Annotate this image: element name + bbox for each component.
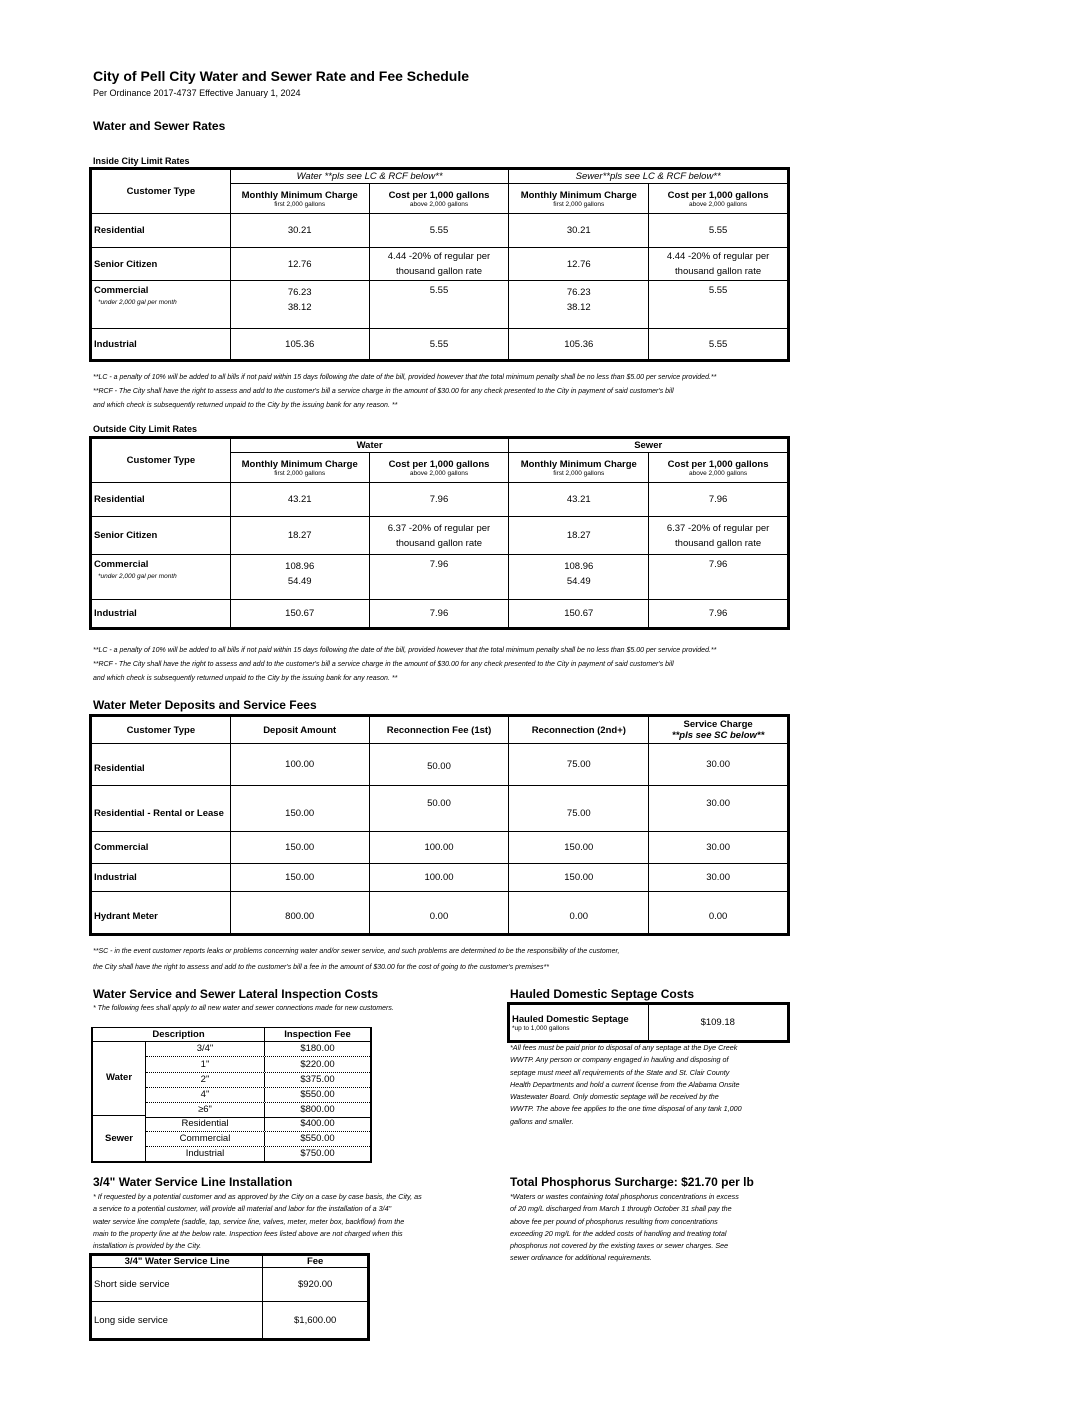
phosphorus-note: *Waters or wastes containing total phosphorus concentrations in excess of 20 mg/L discharged from March 1 through October 31 shall pay the above fee per pound of phosphorus resulting from concentrations exceeding 20 mg/L for the added costs of handling and treating total phosphorus not covered by the existing taxes or sewer charges. See sewer ordinance for additional requirements. <box>510 1192 739 1263</box>
sewer-min-header: Monthly Minimum Charge first 2,000 gallons <box>509 184 649 214</box>
phosphorus-heading: Total Phosphorus Surcharge: $21.70 per lb <box>510 1175 754 1189</box>
inspection-fee-header: Inspection Fee <box>265 1027 370 1042</box>
rcf-note: **RCF - The City shall have the right to assess and add to the customer's bill a service charge in the amount of $30.00 for any check presented to the City in payment of said customer's bill <box>93 388 674 395</box>
water-group-header: Water **pls see LC & RCF below** <box>230 170 509 184</box>
septage-label-cell: Hauled Domestic Septage *up to 1,000 gallons <box>510 1005 649 1041</box>
customer-type-header: Customer Type <box>92 170 231 214</box>
table-row: Industrial 150.67 7.96 150.67 7.96 <box>92 600 788 628</box>
service-line-header: 3/4" Water Service Line <box>92 1256 263 1268</box>
lc-note: **LC - a penalty of 10% will be added to all bills if not paid within 15 days following the date of the bill, provided however that the total minimum penalty shall be no less than $5.00 per service provided.** <box>93 647 717 654</box>
sewer-cost-header: Cost per 1,000 gallons above 2,000 gallons <box>649 453 788 483</box>
sewer-min-header: Monthly Minimum Charge first 2,000 gallons <box>509 453 649 483</box>
list-item: 2" $375.00 <box>146 1073 370 1088</box>
sewer-group-header: Sewer**pls see LC & RCF below** <box>509 170 788 184</box>
lc-note: **LC - a penalty of 10% will be added to all bills if not paid within 15 days following the date of the bill, provided however that the total minimum penalty shall be no less than $5.00 per service provided.** <box>93 374 717 381</box>
list-item: Industrial $750.00 <box>146 1147 370 1161</box>
table-row: Residential 30.21 5.55 30.21 5.55 <box>92 214 788 248</box>
table-row: Senior Citizen 12.76 4.44 -20% of regular per thousand gallon rate 12.76 4.44 -20% of regular per thousand gallon rate <box>92 248 788 281</box>
deposits-table <box>91 716 788 934</box>
outside-notes <box>93 644 716 686</box>
page-title: City of Pell City Water and Sewer Rate and Fee Schedule <box>93 68 470 84</box>
inspection-heading: Water Service and Sewer Lateral Inspection Costs <box>93 987 378 1001</box>
installation-note: * If requested by a potential customer and as approved by the City on a case by case basis, the City, as a service to a potential customer, will provide all material and labor for the installation of a 3/4" water service line complete (saddle, tap, service line, valves, meter, meter box, backflow) from the main to the property line at the below rate. Inspection fees listed above are not charged when this installation is provided by the City. <box>93 1192 422 1251</box>
list-item: Commercial $550.00 <box>146 1132 370 1147</box>
sc-note-cont: the City shall have the right to assess and add to the customer's bill a fee in the amount of $30.00 for the cost of going to the customer's premises** <box>93 964 549 971</box>
rates-heading: Water and Sewer Rates <box>93 119 226 133</box>
table-row: Industrial 105.36 5.55 105.36 5.55 <box>92 329 788 360</box>
water-group-header: Water <box>230 439 509 453</box>
deposits-heading: Water Meter Deposits and Service Fees <box>93 698 317 712</box>
table-row: Industrial 150.00 100.00 150.00 30.00 <box>92 864 788 892</box>
septage-fee: $109.18 <box>648 1005 787 1041</box>
water-cost-header: Cost per 1,000 gallons above 2,000 gallons <box>369 453 509 483</box>
table-row: Residential 100.00 50.00 75.00 30.00 <box>92 744 788 786</box>
water-group-label: Water <box>93 1041 146 1116</box>
inspection-table <box>91 1027 372 1163</box>
fee-header: Fee <box>263 1256 368 1268</box>
sewer-group-label: Sewer <box>93 1116 146 1161</box>
sewer-group-header: Sewer <box>509 439 788 453</box>
table-row: Commercial *under 2,000 gal per month 108.96 54.49 7.96 108.96 54.49 7.96 <box>92 555 788 600</box>
inspection-note: * The following fees shall apply to all new water and sewer connections made for new customers. <box>93 1005 394 1012</box>
table-row: Short side service $920.00 <box>92 1268 368 1302</box>
inside-rates-label: Inside City Limit Rates <box>93 156 190 166</box>
inside-rates-table <box>91 169 788 360</box>
water-min-header: Monthly Minimum Charge first 2,000 gallons <box>230 453 369 483</box>
table-row: Commercial *under 2,000 gal per month 76.23 38.12 5.55 76.23 38.12 5.55 <box>92 281 788 329</box>
outside-rates-label: Outside City Limit Rates <box>93 424 198 434</box>
table-row: Long side service $1,600.00 <box>92 1302 368 1339</box>
outside-rates-table <box>91 438 788 628</box>
table-row: Residential - Rental or Lease 150.00 50.00 75.00 30.00 <box>92 786 788 832</box>
septage-note: *All fees must be paid prior to disposal of any septage at the Dye Creek WWTP. Any person or company engaged in hauling and disposing of septage must meet all requirements of the State and St. Clair County Health Departments and hold a current license from the Alabama Onsite Wastewater Board. Only domestic septage will be received by the WWTP. The above fee applies to the one time disposal of any tank 1,000 gallons and smaller. <box>510 1043 742 1126</box>
water-cost-header: Cost per 1,000 gallons above 2,000 gallons <box>369 184 509 214</box>
table-row: Senior Citizen 18.27 6.37 -20% of regular per thousand gallon rate 18.27 6.37 -20% of regular per thousand gallon rate <box>92 517 788 555</box>
customer-type-header: Customer Type <box>92 717 231 744</box>
septage-heading: Hauled Domestic Septage Costs <box>510 987 695 1001</box>
page-subtitle: Per Ordinance 2017-4737 Effective January 1, 2024 <box>93 88 301 98</box>
sc-note: **SC - in the event customer reports leaks or problems concerning water and/or sewer service, and such problems are determined to be the responsibility of the customer, <box>93 948 620 955</box>
description-header: Description <box>93 1027 265 1042</box>
list-item: 3/4" $180.00 <box>146 1041 370 1057</box>
rcf-note: **RCF - The City shall have the right to assess and add to the customer's bill a service charge in the amount of $30.00 for any check presented to the City in payment of said customer's bill <box>93 661 674 668</box>
table-row: Residential 43.21 7.96 43.21 7.96 <box>92 483 788 517</box>
septage-table <box>509 1004 788 1041</box>
table-row: Commercial 150.00 100.00 150.00 30.00 <box>92 832 788 864</box>
sewer-cost-header: Cost per 1,000 gallons above 2,000 gallons <box>649 184 788 214</box>
sewer-fee-rows <box>146 1116 370 1161</box>
list-item: ≥6" $800.00 <box>146 1103 370 1118</box>
sc-notes <box>93 944 619 976</box>
service-charge-header: Service Charge **pls see SC below** <box>649 717 788 744</box>
water-fee-rows <box>146 1041 370 1118</box>
reconnection-2nd-header: Reconnection (2nd+) <box>509 717 649 744</box>
deposit-amount-header: Deposit Amount <box>230 717 369 744</box>
table-row: Hydrant Meter 800.00 0.00 0.00 0.00 <box>92 892 788 934</box>
inside-notes <box>93 371 716 413</box>
rcf-note-cont: and which check is subsequently returned unpaid to the City by the issuing bank for any reason. ** <box>93 675 398 682</box>
reconnection-1st-header: Reconnection Fee (1st) <box>369 717 509 744</box>
list-item: Residential $400.00 <box>146 1116 370 1132</box>
rcf-note-cont: and which check is subsequently returned unpaid to the City by the issuing bank for any reason. ** <box>93 402 398 409</box>
installation-heading: 3/4" Water Service Line Installation <box>93 1175 293 1189</box>
list-item: 4" $550.00 <box>146 1088 370 1103</box>
customer-type-header: Customer Type <box>92 439 231 483</box>
water-min-header: Monthly Minimum Charge first 2,000 gallons <box>230 184 369 214</box>
installation-table <box>91 1255 368 1339</box>
list-item: 1" $220.00 <box>146 1057 370 1073</box>
